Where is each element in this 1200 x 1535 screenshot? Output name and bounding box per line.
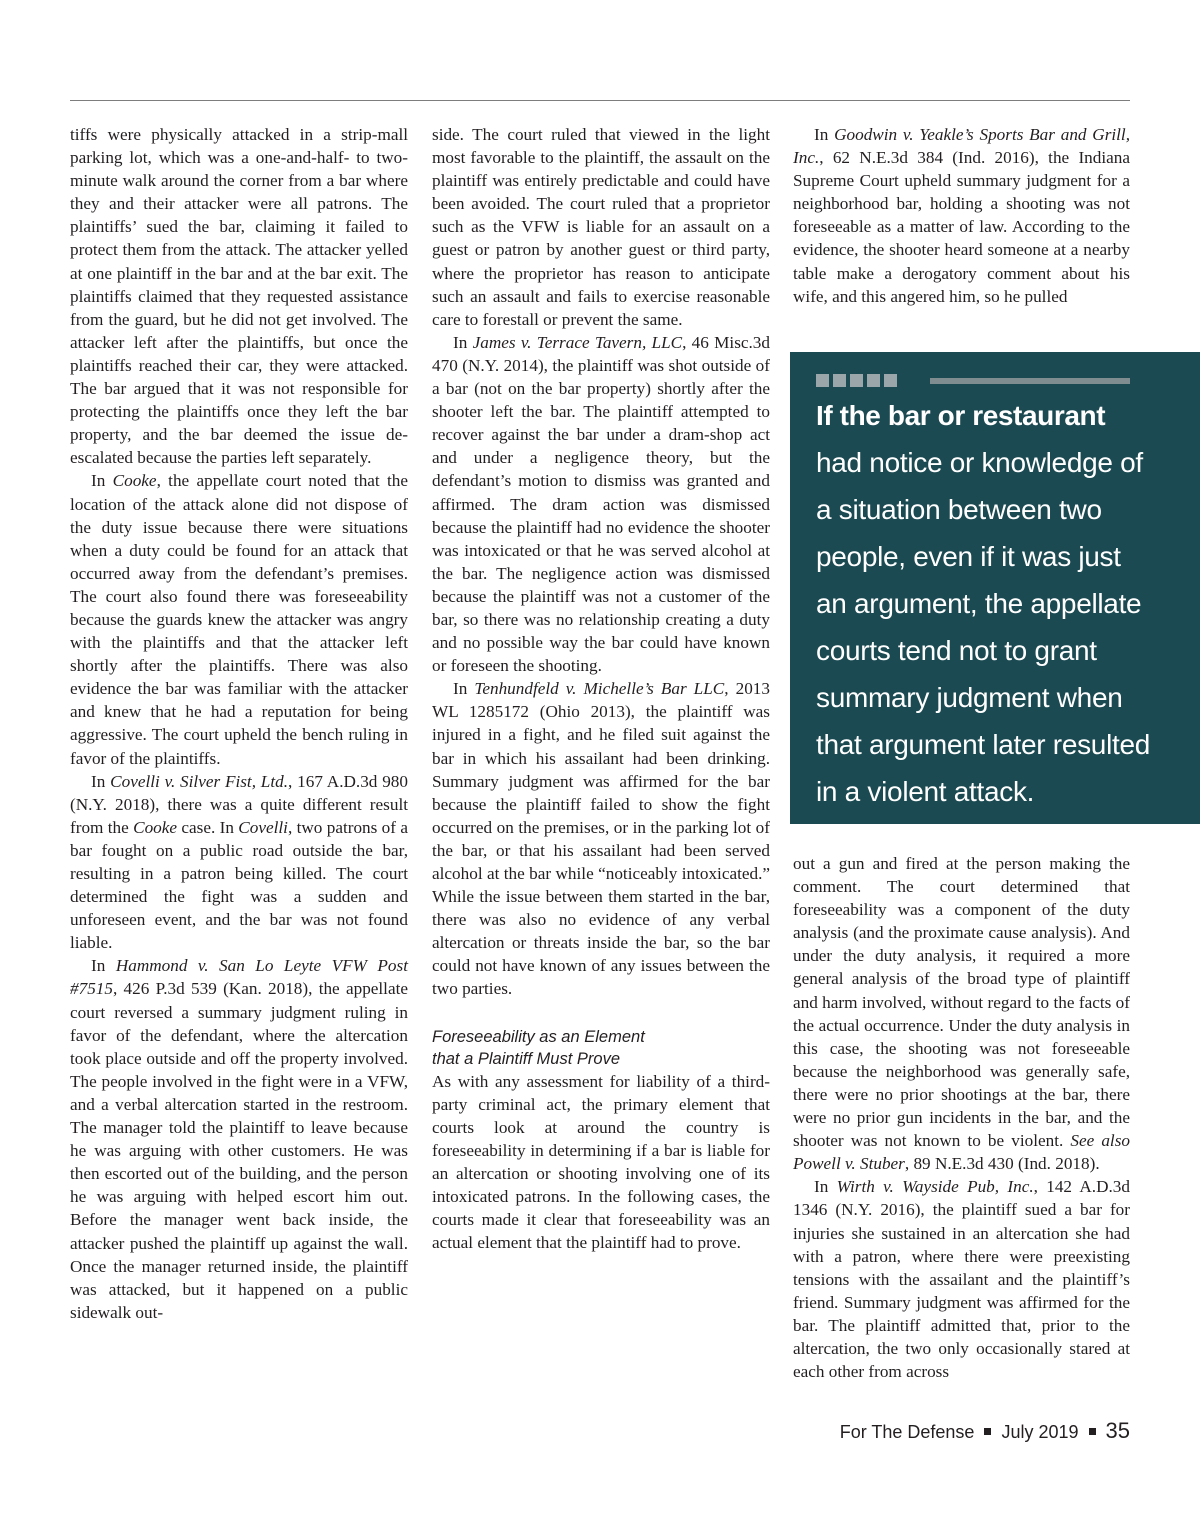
paragraph: In Cooke, the appellate court noted that the location of the attack alone did not dispose of the duty issue because there were situations when a duty could be found for an attack that occurred away from the defendant’s premises. The court also found there was foreseeability because the guards knew the attacker was angry with the plaintiffs and that the attacker left shortly after the plaintiffs. There was also evidence the bar was familiar with the attacker and knew that he had a reputation for being aggressive. The court upheld the bench ruling in favor of the plaintiffs. (70, 471, 409, 768)
paragraph: In Hammond v. San Lo Leyte VFW Post #7515, 426 P.3d 539 (Kan. 2018), the appellate court reversed a summary judgment ruling in favor of the defendant, where the altercation took place outside and off the property involved. The people involved in the fight were in a VFW, and a verbal altercation started in the restroom. The manager told the plaintiff to leave because he was arguing with other customers. He was then escorted out of the building, and the person he was arguing with helped escort him out. Before the manager went back inside, the attacker pushed the plaintiff up against the wall. Once the manager returned inside, the plaintiff was attacked, but it happened on a public sidewalk out- (70, 956, 408, 1322)
article-column-3-top (793, 123, 1130, 308)
case-name: Wirth v. Wayside Pub, Inc. (836, 1177, 1034, 1197)
page-number: 35 (1105, 1418, 1130, 1443)
paragraph: In James v. Terrace Tavern, LLC, 46 Misc.3d 470 (N.Y. 2014), the plaintiff was shot outside of a bar (not on the bar property) shortly after the shooter left the bar. The plaintiff attempted to recover against the bar under a dram-shop act and under a negligence theory, but the defendant’s motion to dismiss was granted and affirmed. The dram action was dismissed because the plaintiff had no evidence the shooter was intoxicated or that he was served alcohol at the bar. The negligence action was dismissed because the plaintiff was not a customer of the bar, so there was no relationship creating a duty and no possible way the bar could have known or foreseen the shooting. (432, 332, 770, 676)
case-name: Covelli v. Silver Fist, Ltd. (110, 771, 289, 791)
paragraph: In Goodwin v. Yeakle’s Sports Bar and Grill, Inc., 62 N.E.3d 384 (Ind. 2016), the Indiana Supreme Court upheld summary judgment for a neighborhood bar, holding a shooting was not foreseeable as a matter of law. According to the evidence, the shooter heard someone at a nearby table make a derogatory comment about his wife, and this angered him, so he pulled (793, 125, 1130, 306)
square-bullet-icon (1089, 1428, 1096, 1435)
case-name: Covelli (238, 817, 288, 837)
decorative-bar (930, 378, 1130, 384)
square-bullet-icon (984, 1428, 991, 1435)
pull-quote-text: had notice or knowledge of a situation between two people, even if it was just an argument, the appellate courts tend not to grant summary judgment when that argument later resulted in a violent attack. (816, 447, 1151, 807)
decorative-squares (816, 374, 897, 387)
case-name: James v. Terrace Tavern, LLC (472, 332, 683, 352)
paragraph: In Covelli v. Silver Fist, Ltd., 167 A.D.3d 980 (N.Y. 2018), there was a quite different result from the Cooke case. In Covelli, two patrons of a bar fought on a public road outside the bar, resulting in a patron being killed. The court determined the fight was a sudden and unforeseen event, and the bar was not found liable. (70, 771, 408, 953)
section-subheading: Foreseeability as an Element that a Plaintiff Must Prove (432, 1027, 645, 1068)
case-name: Cooke (133, 817, 178, 837)
pull-quote-lead: If the bar or restaurant (816, 400, 1106, 431)
paragraph: side. The court ruled that viewed in the light most favorable to the plaintiff, the assault on the plaintiff was entirely predictable and could have been avoided. The court ruled that a proprietor such as the VFW is liable for an assault on a guest or patron by another guest or third party, where the proprietor has reason to anticipate such an assault and fails to exercise reasonable care to forestall or prevent the same. (432, 125, 770, 329)
case-name: Tenhundfeld v. Michelle’s Bar LLC (474, 679, 725, 699)
top-rule (70, 100, 1130, 101)
issue-date: July 2019 (1001, 1422, 1079, 1442)
pull-quote-callout (790, 352, 1200, 824)
paragraph: In Wirth v. Wayside Pub, Inc., 142 A.D.3d 1346 (N.Y. 2016), the plaintiff sued a bar for injuries she sustained in an altercation she had with a patron, where there were preexisting tensions with the assailant and the plaintiff’s friend. Summary judgment was affirmed for the bar. The plaintiff admitted that, prior to the altercation, the two only occasionally stared at each other from across (793, 1177, 1130, 1382)
article-column-3-bottom (793, 852, 1130, 1383)
paragraph: tiffs were physically attacked in a strip-mall parking lot, which was a one-and-half- to two-minute walk around the corner from a bar where they and their attacker were all patrons. The plaintiffs’ sued the bar, claiming it failed to protect them from the attack. The attacker yelled at one plaintiff in the bar and at the bar exit. The plaintiffs claimed that they requested assistance from the guard, but he did not get involved. The attacker left after the plaintiffs, but once the plaintiffs reached their car, they were attacked. The bar argued that it was not responsible for protecting the plaintiffs once they left the bar property, and the bar deemed the issue de-escalated because the parties left separately. (70, 125, 408, 468)
paragraph: In Tenhundfeld v. Michelle’s Bar LLC, 2013 WL 1285172 (Ohio 2013), the plaintiff was injured in a fight, and he filed suit against the bar in which his assailant had been drinking. Summary judgment was affirmed for the bar because the plaintiff failed to show the fight occurred on the premises, or in the parking lot of the bar, or that his assailant had been served alcohol at the bar while “noticeably intoxicated.” While the issue between them started in the bar, there was also no evidence of any verbal altercation or threats inside the bar, so the bar could not have known of any issues between the two parties. (432, 679, 770, 999)
paragraph: As with any assessment for liability of a third-party criminal act, the primary element that courts look at around the country is foreseeability in determining if a bar is liable for an altercation or shooting involving one of its intoxicated patrons. In the following cases, the courts made it clear that foreseeability was an actual element that the plaintiff had to prove. (432, 1071, 770, 1253)
article-column-1 (70, 123, 408, 1324)
publication-name: For The Defense (839, 1422, 975, 1442)
paragraph: out a gun and fired at the person making the comment. The court determined that foreseeability was a component of the duty analysis (and the proximate cause analysis). And under the duty analysis, it required a more general analysis of the broad type of plaintiff and harm involved, without regard to the facts of the actual occurrence. Under the duty analysis in this case, the shooting was not foreseeable because the neighborhood was generally safe, there were no prior shootings at the bar, there were no prior gun incidents in the bar, and the shooter was not known to be violent. See also Powell v. Stuber, 89 N.E.3d 430 (Ind. 2018). (793, 854, 1130, 1174)
case-name: Goodwin v. Yeakle’s Sports Bar and Grill, Inc. (793, 125, 1130, 168)
case-name: Cooke (112, 471, 157, 491)
case-name: See also Powell v. Stuber (793, 1131, 1130, 1174)
article-column-2 (432, 123, 770, 1254)
case-name: Hammond v. San Lo Leyte VFW Post #7515 (70, 956, 408, 999)
page-footer (840, 1418, 1130, 1444)
